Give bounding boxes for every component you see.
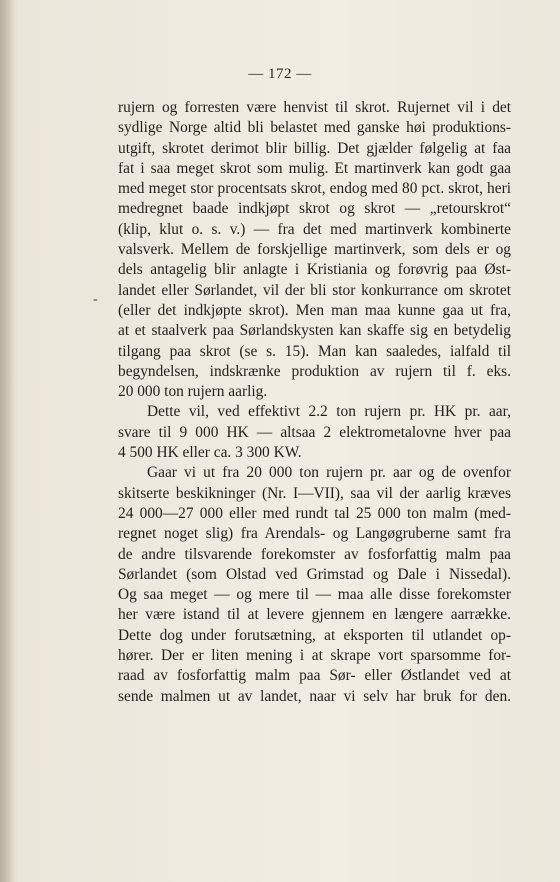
text-line: landet eller Sørlandet, vil der bli stor konkurrance om skrotet: [118, 281, 511, 299]
page-edge-shadow: [0, 0, 14, 882]
text-line: rujern og forresten være henvist til skrot. Rujernet vil i det: [118, 99, 511, 116]
text-line: utgift, skrotet derimot blir billig. Det gjælder følgelig at faa: [118, 139, 511, 157]
text-line: 4 500 HK eller ca. 3 300 KW.: [118, 444, 302, 462]
text-line: 20 000 ton rujern aarlig.: [118, 383, 268, 401]
text-line: 24 000—27 000 eller med rundt tal 25 000 ton malm (med-: [118, 504, 511, 522]
text-line: at et staalverk paa Sørlandskysten kan skaffe sig en betydelig: [118, 322, 511, 340]
text-line: med meget stor procentsats skrot, endog med 80 pct. skrot, heri: [118, 180, 511, 198]
text-line: tilgang paa skrot (se s. 15). Man kan saaledes, ialfald til: [118, 342, 511, 360]
text-line: raad av fosforfattig malm paa Sør- eller Østlandet ved at: [118, 667, 511, 685]
body-text: [118, 98, 511, 707]
text-line: (klip, klut o. s. v.) — fra det med martinverk kombinerte: [118, 220, 511, 238]
page-number: — 172 —: [248, 66, 312, 82]
text-line: her være istand til at levere gjennem en længere aarrække.: [118, 606, 511, 624]
text-line: sende malmen ut av landet, naar vi selv har bruk for den.: [118, 687, 511, 705]
text-line: dels antagelig blir anlagte i Kristiania og forøvrig paa Øst-: [118, 261, 511, 279]
text-line: svare til 9 000 HK — altsaa 2 elektrometalovne hver paa: [118, 423, 511, 441]
text-line: Sørlandet (som Olstad ved Grimstad og Dale i Nissedal).: [118, 565, 511, 583]
text-line: Dette vil, ved effektivt 2.2 ton rujern pr. HK pr. aar,: [147, 403, 511, 421]
text-line: hører. Der er liten mening i at skrape vort sparsomme for-: [118, 647, 511, 665]
text-line: valsverk. Mellem de forskjellige martinverk, som dels er og: [118, 241, 511, 259]
text-line: sydlige Norge altid bli belastet med ganske høi produktions-: [118, 119, 511, 137]
text-line: regnet noget slig) fra Arendals- og Langøgruberne samt fra: [118, 525, 511, 543]
text-line: Og saa meget — og mere til — maa alle disse forekomster: [118, 586, 511, 604]
text-line: begyndelsen, indskrænke produktion av rujern til f. eks.: [118, 362, 511, 380]
text-line: skitserte beskikninger (Nr. I—VII), saa vil der aarlig kræves: [118, 484, 511, 502]
text-line: fat i saa meget skrot som mulig. Et martinverk kan godt gaa: [118, 159, 511, 177]
text-line: Gaar vi ut fra 20 000 ton rujern pr. aar og de ovenfor: [147, 464, 511, 482]
text-line: de andre tilsvarende forekomster av fosforfattig malm paa: [118, 545, 511, 563]
text-line: medregnet baade indkjøpt skrot og skrot — „retourskrot“: [118, 200, 511, 218]
margin-mark: -: [93, 292, 98, 307]
text-line: (eller det indkjøpte skrot). Men man maa kunne gaa ut fra,: [118, 301, 511, 319]
text-line: Dette dog under forutsætning, at eksporten til utlandet op-: [118, 626, 511, 644]
